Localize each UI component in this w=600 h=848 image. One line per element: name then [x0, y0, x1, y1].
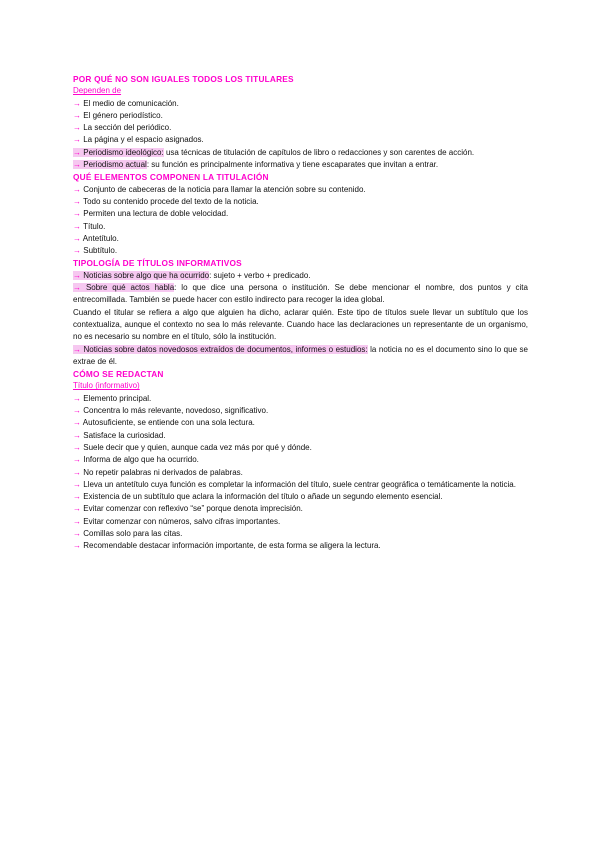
arrow-icon: → [73, 135, 81, 145]
arrow-icon: → [73, 406, 81, 416]
paragraph-periodismo-actual: → Periodismo actual: su función es principalmente informativa y tiene escaparates que invitan a entrar. [73, 160, 439, 170]
section-title-redactan: CÓMO SE REDACTAN [73, 369, 164, 380]
list-item: → Lleva un antetítulo cuya función es completar la información del título, suele centrar geográfica o temáticamente la noticia. [73, 479, 516, 489]
list-item: → Recomendable destacar información importante, de esta forma se aligera la lectura. [73, 541, 381, 551]
list-item: → Permiten una lectura de doble velocidad. [73, 209, 229, 219]
arrow-icon: → [73, 196, 81, 206]
list-item: → Evitar comenzar con reflexivo “se” porque denota imprecisión. [73, 504, 303, 514]
list-item: → Evitar comenzar con números, salvo cifras importantes. [73, 516, 281, 526]
highlight: → Sobre qué actos habla [73, 283, 175, 293]
paragraph-periodismo-ideologico: → Periodismo ideológico: usa técnicas de titulación de capítulos de libro o redacciones y son carentes de acción. [73, 147, 475, 157]
list-item: → Satisface la curiosidad. [73, 430, 166, 440]
arrow-icon: → [73, 283, 81, 293]
highlight: → Noticias sobre algo que ha ocurrido [73, 270, 210, 280]
arrow-icon: → [73, 442, 81, 452]
arrow-icon: → [73, 221, 81, 231]
arrow-icon: → [73, 393, 81, 403]
arrow-icon: → [73, 98, 81, 108]
highlight: → Periodismo ideológico: [73, 147, 164, 157]
arrow-icon: → [73, 270, 81, 280]
list-item: → Suele decir que y quien, aunque cada vez más por qué y dónde. [73, 442, 312, 452]
arrow-icon: → [73, 184, 81, 194]
section-title-elementos: QUÉ ELEMENTOS COMPONEN LA TITULACIÓN [73, 172, 269, 183]
highlight: → Periodismo actual [73, 160, 147, 170]
list-item: → Subtítulo. [73, 246, 118, 256]
list-item: → Antetítulo. [73, 233, 119, 243]
arrow-icon: → [73, 209, 81, 219]
section-title-tipologia: TIPOLOGÍA DE TÍTULOS INFORMATIVOS [73, 258, 242, 269]
list-item: → El medio de comunicación. [73, 98, 179, 108]
list-item: → El género periodístico. [73, 110, 163, 120]
list-item: → Informa de algo que ha ocurrido. [73, 455, 199, 465]
list-item: → Noticias sobre algo que ha ocurrido: sujeto + verbo + predicado. [73, 270, 311, 280]
arrow-icon: → [73, 479, 81, 489]
arrow-icon: → [73, 430, 81, 440]
arrow-icon: → [73, 492, 81, 502]
arrow-icon: → [73, 123, 81, 133]
arrow-icon: → [73, 344, 81, 354]
arrow-icon: → [73, 110, 81, 120]
subtitle-titulo-informativo: Título (informativo) [73, 381, 140, 391]
list-item: → Todo su contenido procede del texto de la noticia. [73, 196, 259, 206]
paragraph-titular: Cuando el titular se refiera a algo que alguien ha dicho, aclarar quién. Este tipo de títulos suele llevar un subtítulo que los contextualiza, aunque el contexto no sea lo más relevante. Cuando hace las declaraciones un representante de un organismo, no es necesario su nombre en el título, sólo la institución. [73, 307, 528, 342]
arrow-icon: → [73, 147, 81, 157]
section-title-titulares: POR QUÉ NO SON IGUALES TODOS LOS TITULARES [73, 74, 294, 84]
list-item: → No repetir palabras ni derivados de palabras. [73, 467, 243, 477]
list-item: → Autosuficiente, se entiende con una sola lectura. [73, 418, 255, 428]
arrow-icon: → [73, 467, 81, 477]
document-page [73, 73, 528, 553]
list-item: → Existencia de un subtítulo que aclara la información del título o añade un segundo elemento esencial. [73, 492, 443, 502]
arrow-icon: → [73, 516, 81, 526]
arrow-icon: → [73, 246, 81, 256]
arrow-icon: → [73, 541, 81, 551]
list-item: → La sección del periódico. [73, 123, 172, 133]
arrow-icon: → [73, 233, 81, 243]
paragraph-datos: → Noticias sobre datos novedosos extraídos de documentos, informes o estudios: la noticia no es el documento sino lo que se extrae de él. [73, 344, 528, 366]
list-item: → Concentra lo más relevante, novedoso, significativo. [73, 406, 269, 416]
list-item: → Comillas solo para las citas. [73, 528, 183, 538]
highlight: → Noticias sobre datos novedosos extraídos de documentos, informes o estudios: [73, 344, 368, 354]
arrow-icon: → [73, 455, 81, 465]
list-item: → Conjunto de cabeceras de la noticia para llamar la atención sobre su contenido. [73, 184, 366, 194]
arrow-icon: → [73, 160, 81, 170]
list-item: → La página y el espacio asignados. [73, 135, 204, 145]
paragraph-actos: → Sobre qué actos habla: lo que dice una persona o institución. Se debe mencionar el nombre, dos puntos y cita entrecomillada. También se puede hacer con estilo indirecto para recoger la idea global. [73, 283, 528, 305]
list-item: → Elemento principal. [73, 393, 152, 403]
arrow-icon: → [73, 528, 81, 538]
arrow-icon: → [73, 418, 81, 428]
subtitle-dependen: Dependen de [73, 86, 122, 96]
arrow-icon: → [73, 504, 81, 514]
list-item: → Título. [73, 221, 106, 231]
